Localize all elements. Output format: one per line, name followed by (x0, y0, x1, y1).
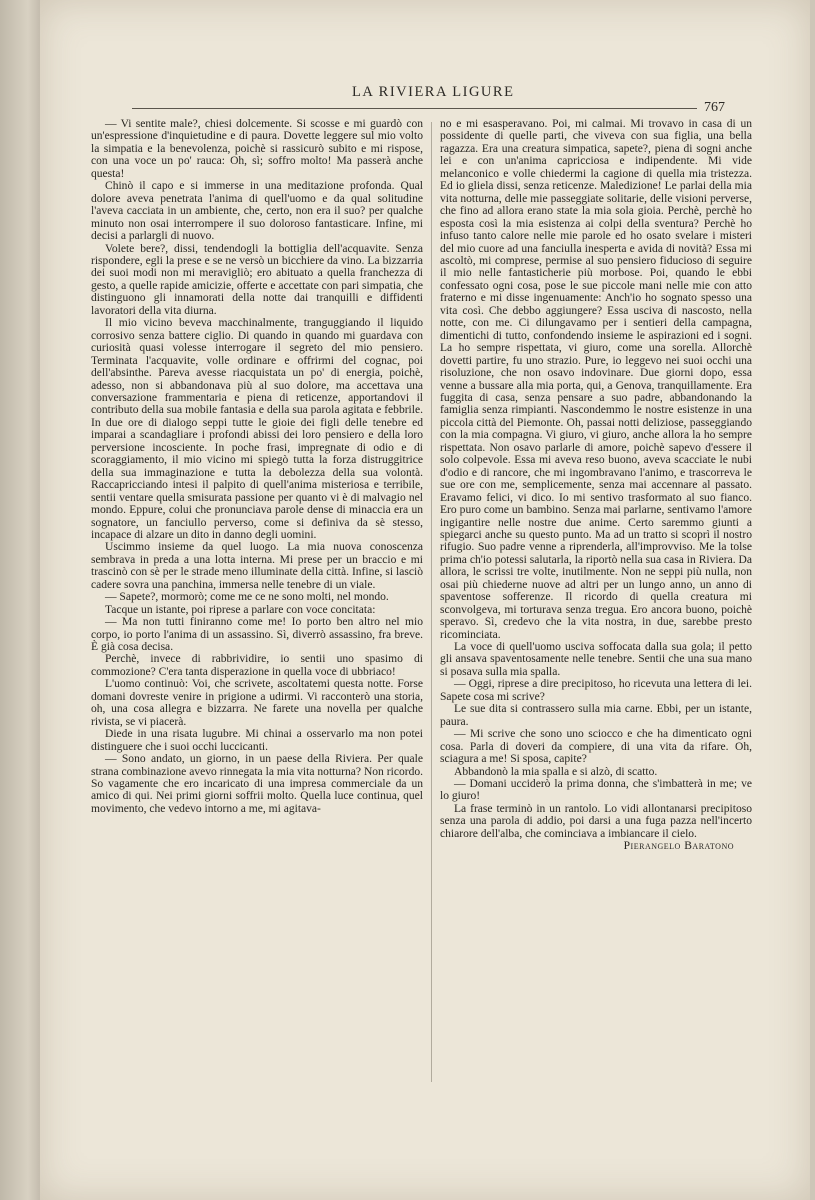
left-column (91, 118, 423, 815)
paragraph: — Oggi, riprese a dire precipitoso, ho ricevuta una lettera di lei. Sapete cosa mi scrive? (440, 678, 752, 703)
paragraph: La frase terminò in un rantolo. Lo vidi allontanarsi precipitoso senza una parola di addio, poi darsi a una fuga pazza nell'incerto chiarore dell'alba, che cominciava a imbiancare il cielo. (440, 802, 752, 840)
paragraph: Uscimmo insieme da quel luogo. La mia nuova conoscenza sembrava in preda a una lotta interna. Mi prese per un braccio e mi trascinò con sè per le strade meno illuminate della città. Infine, si lasciò cadere sovra una panchina, immersa nelle tenebre di un viale. (91, 541, 423, 591)
paragraph: Abbandonò la mia spalla e si alzò, di scatto. (454, 765, 658, 778)
paragraph: Perchè, invece di rabbrividire, io sentii uno spasimo di commozione? C'era tanta disperazione in quella voce di ubbriaco! (91, 653, 423, 678)
paragraph: no e mi esasperavano. Poi, mi calmai. Mi trovavo in casa di un possidente di quelle parti, che viveva con sua figlia, una bella ragazza. Era una creatura simpatica, sapete?, piena di sogni anche lei e con un'anima capricciosa e indipendente. Mi vide melanconico e volle chiedermi la cagione di quella mia tristezza. Ed io gliela dissi, senza reticenze. Maledizione! Le parlai della mia vita notturna, delle mie passeggiate solitarie, delle visioni perverse, che fino ad allora erano state la mia sola gioia. Perchè, perchè ho esposta così la mia esistenza ai colpi della sventura? Perchè ho infuso tanto calore nelle mie parole ed ho osato svelare i misteri del mio cuore ad una fanciulla inesperta e avida di novità? Essa mi ascoltò, mi comprese, permise al suo pensiero fiducioso di seguire il mio nelle fantasticherie più morbose. Poi, quando le ebbi confessato ogni cosa, pose le sue piccole mani nelle mie con atto fraterno e mi disse ingenuamente: Anch'io ho sognato spesso una vita così. Che debbo aggiungere? Essa usciva di nascosto, nella notte, con me. Ci dilungavamo per i sentieri della campagna, dimentichi di tutto, confondendo insieme le aspirazioni ed i sogni. La ho sempre rispettata, vi giuro, come una sorella. Allorchè dovetti partire, fu uno strazio. Pure, io leggevo nei suoi occhi una risoluzione, che non osavo indovinare. Due giorni dopo, essa venne a bussare alla mia porta, qui, a Genova, tranquillamente. Era fuggita di casa, senza pensare a suo padre, abbandonando la famiglia senza rimpianti. Nascondemmo le nostre esistenze in una piccola città del Piemonte. Oh, passai notti deliziose, passeggiando con la mia compagna. Vi giuro, vi giuro, anche allora la ho sempre rispettata. Non osavo parlarle di amore, poichè sapevo d'essere il solo colpevole. Essa mi aveva reso buono, aveva scacciate le nubi d'odio e di rancore, che mi ingombravano l'animo, e trascorreva le sue ore con me, semplicemente, senza mai accennare al passato. Eravamo felici, vi dico. Io mi sentivo trasformato al suo fianco. Ero puro come un bambino. Senza mai parlarne, sentivamo l'amore ingigantire nelle nostre due anime. Certo saremmo giunti a spiegarci anche su questo punto. Ma ad un tratto si scoprì il nostro rifugio. Suo padre venne a riprenderla, all'improvviso. Me la tolse prima ch'io potessi salutarla, la riportò nella sua casa in Riviera. Da allora, le scrissi tre volte, inutilmente. Non ne seppi più nulla, non osai più chiederne nuove ad altri per un lungo anno, un anno di spaventose sofferenze. Il ricordo di quella creatura mi sconvolgeva, mi torturava senza tregua. Ero ancora buono, poichè speravo. Sì, credevo che la vita nostra, in due, sarebbe presto ricominciata. (440, 118, 752, 641)
paragraph: Le sue dita si contrassero sulla mia carne. Ebbi, per un istante, paura. (440, 703, 752, 728)
header-rule (132, 108, 697, 109)
paragraph: — Mi scrive che sono uno sciocco e che ha dimenticato ogni cosa. Parla di doveri da compiere, di una vita da rifare. Oh, sciagura a me! Si sposa, capite? (440, 728, 752, 766)
magazine-page (40, 0, 810, 1200)
paragraph: Tacque un istante, poi riprese a parlare con voce concitata: (105, 603, 376, 616)
paragraph: Il mio vicino beveva macchinalmente, tranguggiando il liquido corrosivo senza battere ciglio. Di quando in quando mi guardava con curiosità quasi volesse interrogare il segreto del mio pensiero. Terminata l'acquavite, volle ordinare e offrirmi del cognac, poi dell'absinthe. Pareva avesse riacquistata un po' di energia, poichè, adesso, non si abbandonava più al suo dolore, ma accettava una conversazione frammentaria e piena di reticenze, apportandovi il contributo della sua mobile fantasia e della sua parola agitata e febbrile. In due ore di dialogo seppi tutte le gioie dei figli delle tenebre ed imparai a scandagliare i profondi abissi dei loro pensiero e della loro perversione incosciente. In poche frasi, impregnate di odio e di scoraggiamento, il mio vicino mi spiegò tutta la forza distruggitrice della sua immaginazione e tutta la debolezza della sua volontà. Raccapricciando intesi il palpito di quell'anima misteriosa e terribile, sentii ventare quella smisurata passione per quanto vi è di malvagio nel mondo. Eppure, colui che pronunciava parole dense di minaccia era un sognatore, un fanciullo perverso, come si definiva da sè stesso, incapace di alzare un dito in danno degli uomini. (91, 317, 423, 541)
paragraph: Diede in una risata lugubre. Mi chinai a osservarlo ma non potei distinguere che i suoi occhi luccicanti. (91, 728, 423, 753)
paragraph: — Vi sentite male?, chiesi dolcemente. Si scosse e mi guardò con un'espressione d'inquietudine e di paura. Dovette leggere sul mio volto la simpatia e la benevolenza, poichè si rassicurò subito e mi rispose, con una voce un po' rauca: Oh, sì; soffro molto! Ma passerà anche questa! (91, 118, 423, 180)
paragraph: Chinò il capo e si immerse in una meditazione profonda. Qual dolore aveva penetrata l'anima di quell'uomo e da qual solitudine l'aveva cacciata in un ambiente, che, certo, non era il suo? per qualche minuto non osai interrompere il suo doloroso fantasticare. Infine, mi decisi a parlargli di nuovo. (91, 180, 423, 243)
running-header (40, 84, 810, 114)
paragraph: Volete bere?, dissi, tendendogli la bottiglia dell'acquavite. Senza rispondere, egli la prese e se ne versò un bicchiere da vino. La bizzarria dei suoi modi non mi meravigliò; ero abituato a quella franchezza di gesto, a quelle rapide amicizie, offerte e accettate con pari simpatia, che distinguono gli innamorati della notte dai tranquilli e diffidenti lavoratori della vita diurna. (91, 242, 423, 317)
paragraph: La voce di quell'uomo usciva soffocata dalla sua gola; il petto gli ansava spaventosamente nelle tenebre. Sentii che una sua mano si posava sulla mia spalla. (440, 641, 752, 678)
author-signature: Pierangelo Baratono (623, 840, 734, 853)
paragraph: — Domani ucciderò la prima donna, che s'imbatterà in me; ve lo giuro! (440, 778, 752, 803)
page-number: 767 (704, 100, 725, 115)
scan-edge (0, 0, 40, 1200)
right-column (440, 118, 752, 853)
paragraph: L'uomo continuò: Voi, che scrivete, ascoltatemi questa notte. Forse domani dovreste venire in prigione a udirmi. Vi racconterò una storia, oh, una cosa allegra e bizzarra. Ne farete una novella per qualche rivista, se vi piacerà. (91, 678, 423, 728)
paragraph: — Sono andato, un giorno, in un paese della Riviera. Per quale strana combinazione avevo rinnegata la mia vita notturna? Non ricordo. So vagamente che ero incaricato di una impresa commerciale da un amico di qui. Nei primi giorni soffrii molto. Quella luce continua, quel movimento, che vedevo intorno a me, mi agitava- (91, 753, 423, 815)
paragraph: — Ma non tutti finiranno come me! Io porto ben altro nel mio corpo, io porto l'anima di un assassino. Sì, diverrò assassino, fra breve. È già cosa decisa. (91, 616, 423, 654)
column-divider (431, 122, 432, 1082)
magazine-title: LA RIVIERA LIGURE (352, 84, 515, 100)
paragraph: — Sapete?, mormorò; come me ce ne sono molti, nel mondo. (105, 591, 389, 604)
